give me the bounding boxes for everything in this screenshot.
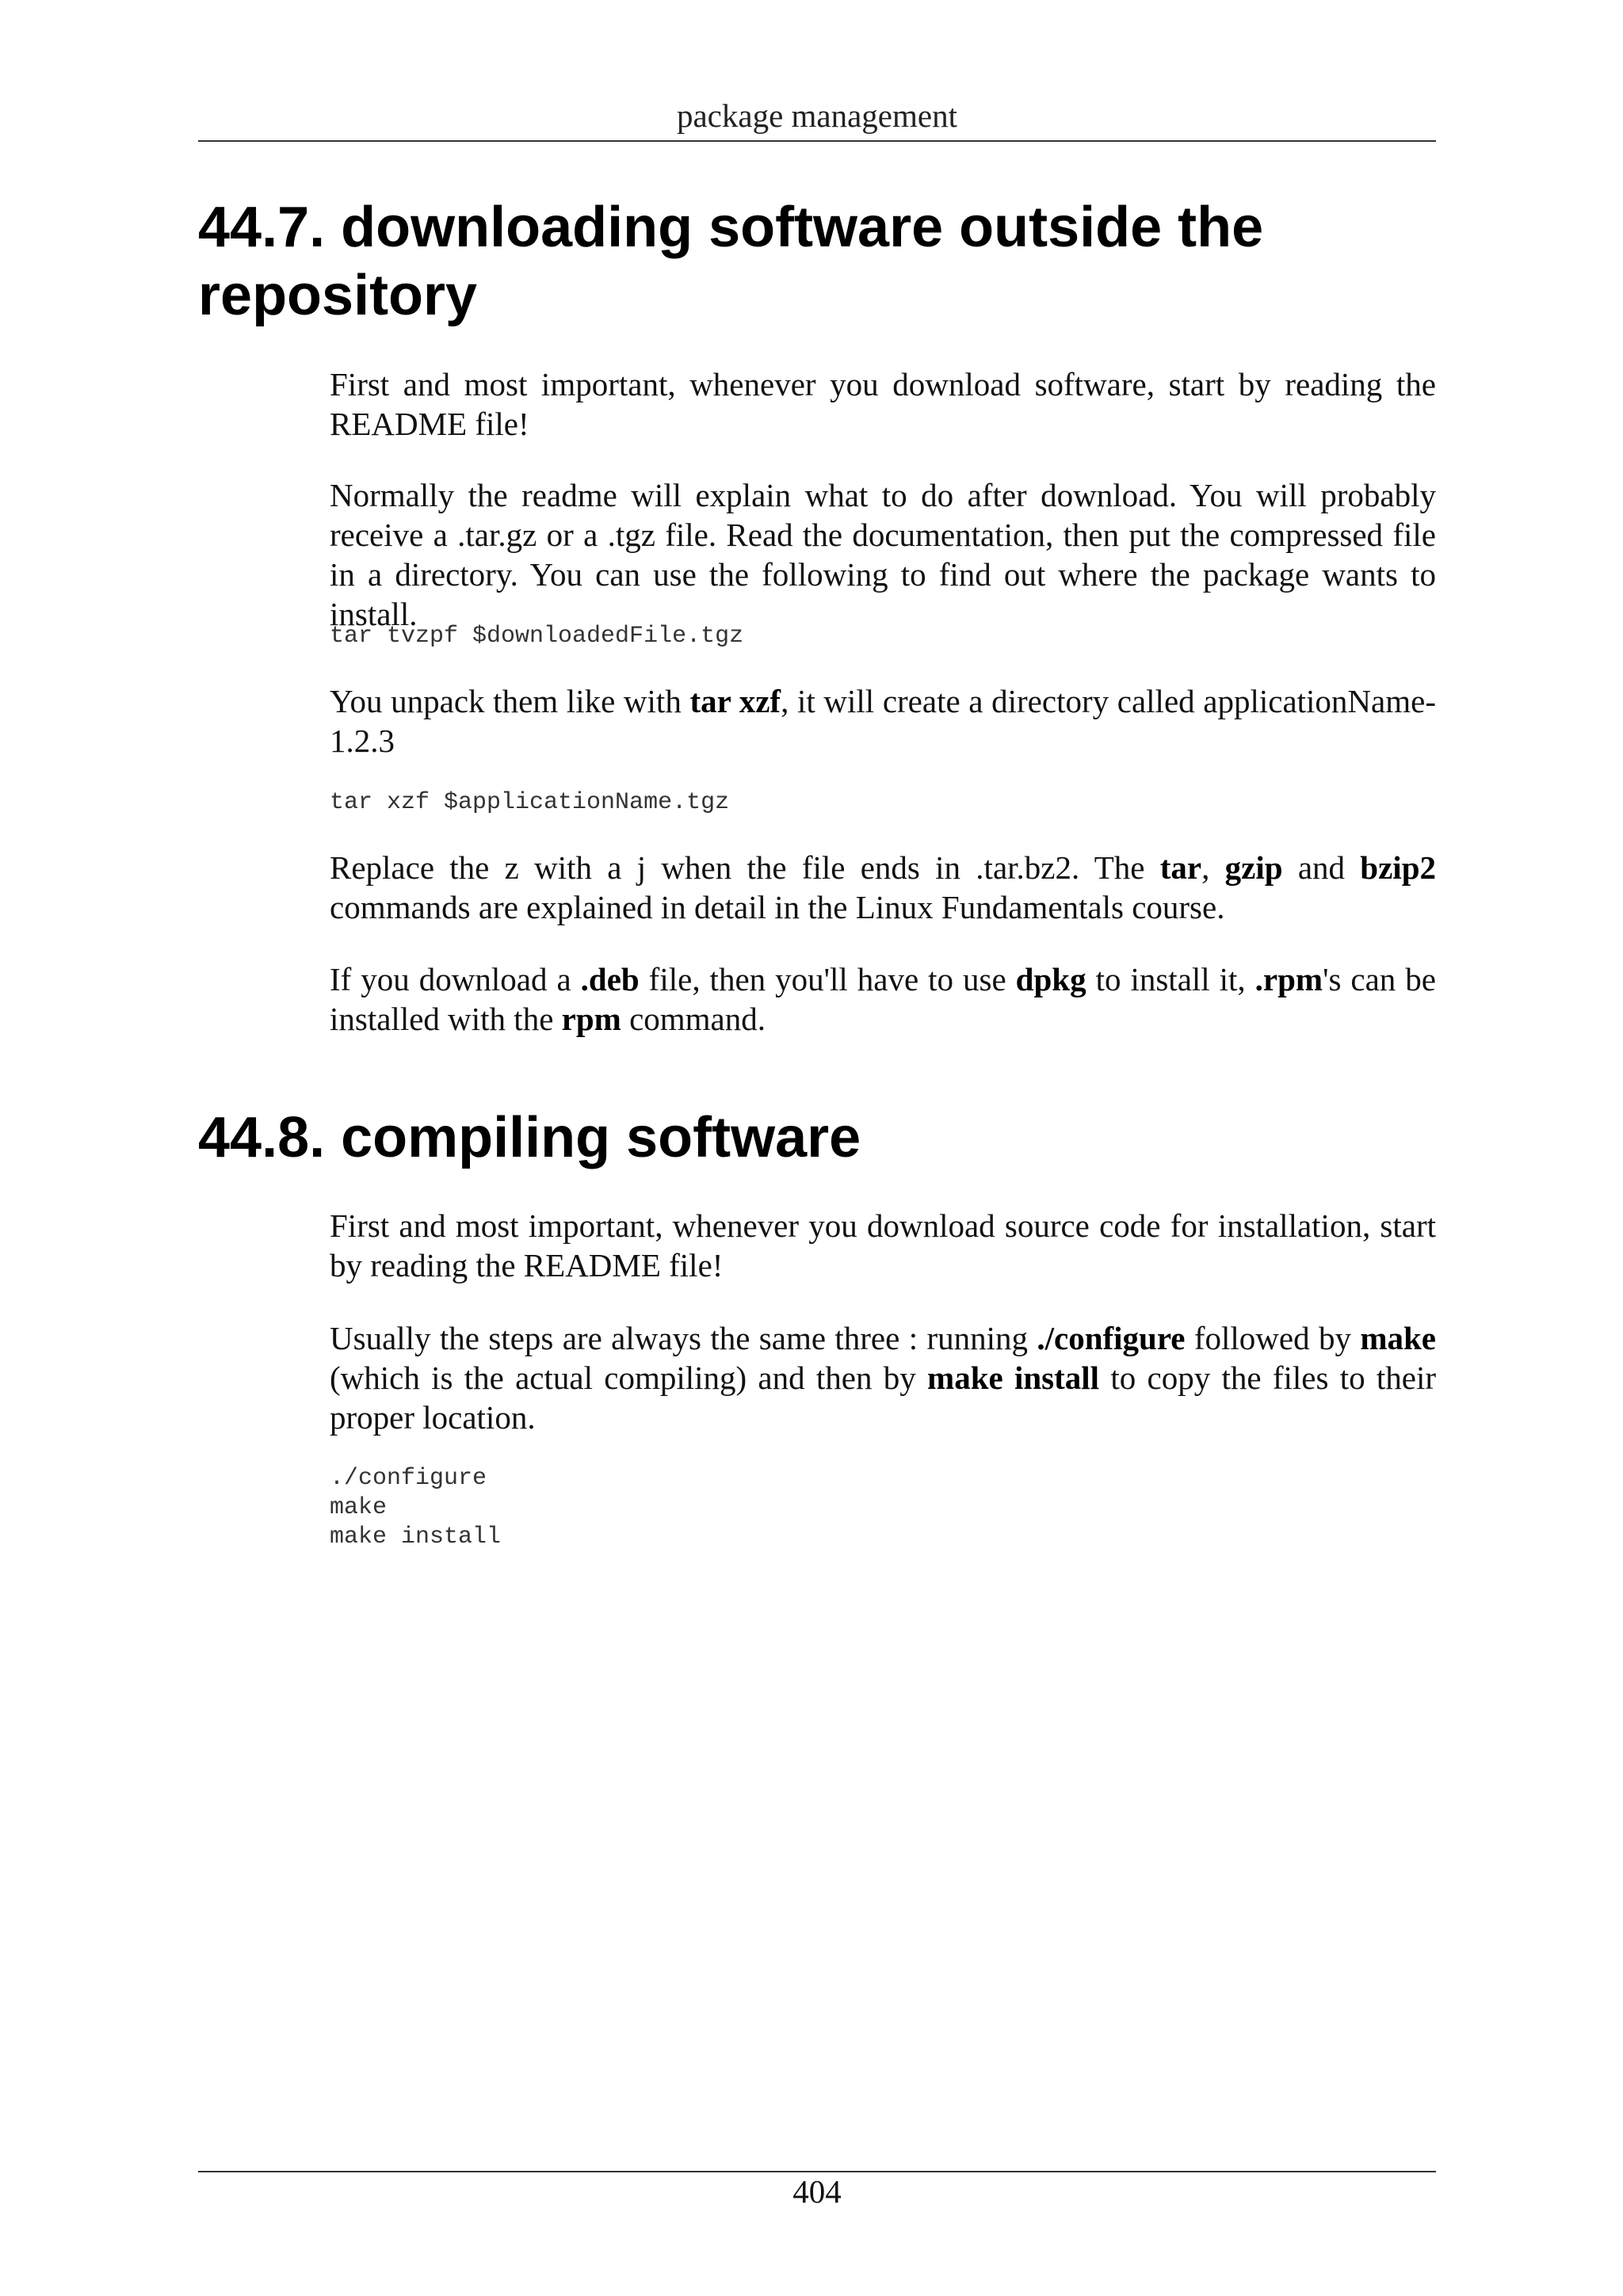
code-text: tar tvzpf $downloadedFile.tgz <box>330 623 744 650</box>
paragraph-text <box>330 959 1436 1039</box>
text-run: file, then you'll have to use <box>639 961 1016 997</box>
paragraph-readme-explain <box>330 475 1436 634</box>
code-text: ./configure make make install <box>330 1465 502 1550</box>
command-bzip2: bzip2 <box>1360 849 1436 886</box>
text-run: command. <box>621 1001 766 1037</box>
command-gzip: gzip <box>1224 849 1283 886</box>
text-run: , it will create a directory called applicationName-1.2.3 <box>330 683 1436 759</box>
code-block-build <box>330 1464 1436 1552</box>
text-run: and <box>1282 849 1361 886</box>
section-heading-44-8: 44.8. compiling software <box>198 1106 861 1169</box>
paragraph-readme-first <box>330 364 1436 444</box>
section-heading-44-7: 44.7. downloading software outside the repository <box>198 196 1264 327</box>
text-run: Usually the steps are always the same three : running <box>330 1320 1037 1356</box>
header-rule <box>198 140 1436 142</box>
paragraph-deb-rpm <box>330 959 1436 1039</box>
text-run: You unpack them like with <box>330 683 690 719</box>
command-dpkg: dpkg <box>1015 961 1086 997</box>
text-run: to install it, <box>1086 961 1255 997</box>
paragraph-text <box>330 681 1436 761</box>
code-text: tar xzf $applicationName.tgz <box>330 789 730 816</box>
text-run: (which is the actual compiling) and then by <box>330 1360 928 1396</box>
text-run: to copy the files to their proper location. <box>330 1360 1436 1436</box>
command-tar: tar <box>1159 849 1202 886</box>
paragraph-text: First and most important, whenever you download software, start by reading the README file! <box>330 366 1436 442</box>
term-deb: .deb <box>580 961 640 997</box>
code-block-tar-tvzpf <box>330 622 1436 651</box>
paragraph-text <box>330 1318 1436 1437</box>
paragraph-unpack <box>330 681 1436 761</box>
command-make-install: make install <box>927 1360 1100 1396</box>
paragraph-text <box>330 848 1436 927</box>
paragraph-text: First and most important, whenever you download source code for installation, start by reading the README file! <box>330 1207 1436 1283</box>
text-run: If you download a <box>330 961 581 997</box>
text-run: , <box>1201 849 1225 886</box>
paragraph-source-readme <box>330 1206 1436 1285</box>
command-configure: ./configure <box>1037 1320 1186 1356</box>
text-run: followed by <box>1185 1320 1361 1356</box>
running-header: package management <box>676 97 957 134</box>
page-number: 404 <box>792 2173 842 2210</box>
text-run: Replace the z with a j when the file ends in .tar.bz2. The <box>330 849 1160 886</box>
paragraph-replace-z <box>330 848 1436 927</box>
text-run: commands are explained in detail in the Linux Fundamentals course. <box>330 889 1225 925</box>
command-make: make <box>1360 1320 1436 1356</box>
paragraph-text: Normally the readme will explain what to do after download. You will probably receive a .tar.gz or a .tgz file. Read the documentation, then put the compressed file in a directory. You can use the following to find out where the package wants to install. <box>330 477 1436 632</box>
command-tar-xzf: tar xzf <box>689 683 781 719</box>
code-block-tar-xzf <box>330 788 1436 818</box>
command-rpm: rpm <box>561 1001 621 1037</box>
paragraph-build-steps <box>330 1318 1436 1437</box>
term-rpm-file: .rpm <box>1254 961 1323 997</box>
text-run: 's can be installed with the <box>330 961 1436 1037</box>
